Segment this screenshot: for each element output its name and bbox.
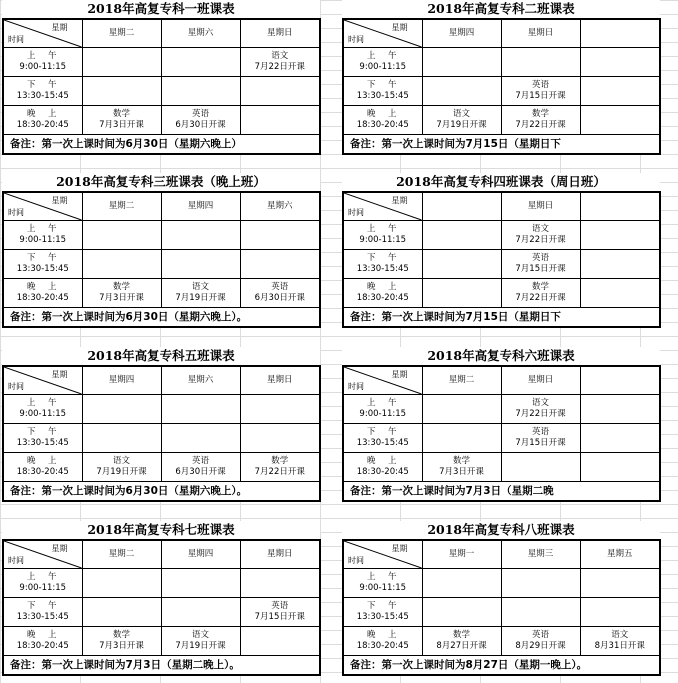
- schedule-title: 2018年高复专科一班课表: [2, 0, 320, 18]
- class-cell: 数学 7月22日开课: [501, 106, 580, 135]
- time-label: 时间: [348, 382, 364, 391]
- class-cell: [240, 250, 320, 279]
- schedule-note: 备注：第一次上课时间为8月27日（星期一晚上）。: [343, 656, 660, 676]
- timetable: [342, 18, 661, 155]
- day-header: 星期四: [161, 540, 240, 569]
- class-cell: 语文 7月19日开课: [82, 453, 161, 482]
- class-cell: [161, 569, 240, 598]
- class-cell: [82, 221, 161, 250]
- corner-header: [343, 366, 422, 395]
- class-cell: 数学 7月3日开课: [82, 627, 161, 656]
- schedule-note: 备注：第一次上课时间为6月30日（星期六晚上）。: [3, 482, 320, 502]
- class-cell: [422, 48, 501, 77]
- slot-evening: 晚 上 18:30-20:45: [343, 627, 422, 656]
- time-label: 时间: [348, 556, 364, 565]
- slot-morning: 上 午 9:00-11:15: [3, 569, 82, 598]
- weekday-label: 星期: [391, 544, 408, 553]
- class-cell: 英语 6月30日开课: [161, 106, 240, 135]
- class-cell: [422, 424, 501, 453]
- schedule-class-2: [342, 0, 660, 155]
- schedule-title: 2018年高复专科八班课表: [342, 521, 660, 539]
- schedule-note: 备注：第一次上课时间为7月15日（星期日下: [343, 135, 660, 155]
- class-cell: [161, 250, 240, 279]
- timetable: [342, 191, 661, 328]
- class-cell: [580, 424, 660, 453]
- slot-evening: 晚 上 18:30-20:45: [343, 106, 422, 135]
- schedule-class-8: [342, 521, 660, 676]
- slot-morning: 上 午 9:00-11:15: [343, 569, 422, 598]
- schedule-class-5: [2, 347, 320, 502]
- class-cell: [422, 77, 501, 106]
- day-header: 星期六: [161, 366, 240, 395]
- schedule-title: 2018年高复专科六班课表: [342, 347, 660, 365]
- class-cell: [580, 106, 660, 135]
- slot-afternoon: 下 午 13:30-15:45: [343, 424, 422, 453]
- class-cell: [580, 366, 660, 395]
- class-cell: 英语 7月15日开课: [501, 77, 580, 106]
- day-header: 星期四: [161, 192, 240, 221]
- class-cell: [240, 106, 320, 135]
- class-cell: [580, 453, 660, 482]
- class-cell: [422, 569, 501, 598]
- class-cell: 语文 7月19日开课: [422, 106, 501, 135]
- day-header: 星期二: [82, 192, 161, 221]
- slot-afternoon: 下 午 13:30-15:45: [3, 77, 82, 106]
- day-header: 星期六: [161, 19, 240, 48]
- weekday-label: 星期: [391, 370, 408, 379]
- class-cell: 语文 7月19日开课: [161, 279, 240, 308]
- slot-morning: 上 午 9:00-11:15: [343, 48, 422, 77]
- time-label: 时间: [8, 382, 24, 391]
- corner-header: [3, 192, 82, 221]
- class-cell: [501, 598, 580, 627]
- schedule-note: 备注：第一次上课时间为7月3日（星期二晚: [343, 482, 660, 502]
- slot-morning: 上 午 9:00-11:15: [343, 221, 422, 250]
- class-cell: [161, 221, 240, 250]
- slot-evening: 晚 上 18:30-20:45: [3, 453, 82, 482]
- weekday-label: 星期: [51, 370, 68, 379]
- class-cell: [580, 279, 660, 308]
- class-cell: [240, 569, 320, 598]
- class-cell: [580, 569, 660, 598]
- class-cell: 英语 6月30日开课: [240, 279, 320, 308]
- class-cell: 数学 7月22日开课: [240, 453, 320, 482]
- day-header: 星期日: [501, 192, 580, 221]
- class-cell: 数学 7月3日开课: [422, 453, 501, 482]
- day-header: 星期二: [82, 19, 161, 48]
- time-label: 时间: [348, 208, 364, 217]
- day-header: 星期三: [501, 540, 580, 569]
- class-cell: [82, 48, 161, 77]
- schedule-class-4: [342, 173, 660, 328]
- class-cell: 语文 7月22日开课: [501, 221, 580, 250]
- weekday-label: 星期: [391, 196, 408, 205]
- class-cell: 英语 6月30日开课: [161, 453, 240, 482]
- day-header: 星期二: [422, 366, 501, 395]
- corner-header: [343, 540, 422, 569]
- class-cell: [580, 395, 660, 424]
- class-cell: [580, 77, 660, 106]
- day-header: 星期日: [240, 366, 320, 395]
- class-cell: [161, 424, 240, 453]
- time-label: 时间: [8, 556, 24, 565]
- day-header: 星期日: [501, 366, 580, 395]
- schedule-note: 备注：第一次上课时间为7月15日（星期日下: [343, 308, 660, 328]
- class-cell: [240, 424, 320, 453]
- class-cell: [580, 250, 660, 279]
- slot-afternoon: 下 午 13:30-15:45: [3, 424, 82, 453]
- schedule-title: 2018年高复专科二班课表: [342, 0, 660, 18]
- slot-morning: 上 午 9:00-11:15: [3, 48, 82, 77]
- corner-header: [3, 366, 82, 395]
- class-cell: 语文 8月31日开课: [580, 627, 660, 656]
- timetable: [342, 365, 661, 502]
- class-cell: [240, 395, 320, 424]
- class-cell: [240, 221, 320, 250]
- slot-evening: 晚 上 18:30-20:45: [343, 279, 422, 308]
- class-cell: [161, 598, 240, 627]
- class-cell: [422, 221, 501, 250]
- schedule-title: 2018年高复专科四班课表（周日班）: [342, 173, 660, 191]
- time-label: 时间: [8, 208, 24, 217]
- schedule-title: 2018年高复专科五班课表: [2, 347, 320, 365]
- class-cell: [422, 279, 501, 308]
- class-cell: 英语 7月15日开课: [501, 424, 580, 453]
- class-cell: [422, 395, 501, 424]
- class-cell: 语文 7月22日开课: [240, 48, 320, 77]
- class-cell: [580, 48, 660, 77]
- schedule-class-3: [2, 173, 320, 328]
- slot-afternoon: 下 午 13:30-15:45: [3, 598, 82, 627]
- day-header: 星期四: [422, 19, 501, 48]
- corner-header: [343, 19, 422, 48]
- class-cell: 数学 7月3日开课: [82, 279, 161, 308]
- slot-evening: 晚 上 18:30-20:45: [3, 279, 82, 308]
- class-cell: [422, 192, 501, 221]
- slot-evening: 晚 上 18:30-20:45: [3, 106, 82, 135]
- class-cell: [161, 77, 240, 106]
- time-label: 时间: [348, 35, 364, 44]
- slot-afternoon: 下 午 13:30-15:45: [343, 77, 422, 106]
- schedule-note: 备注：第一次上课时间为7月3日（星期二晚上）。: [3, 656, 320, 676]
- class-cell: [580, 221, 660, 250]
- class-cell: [82, 424, 161, 453]
- schedule-note: 备注：第一次上课时间为6月30日（星期六晚上）: [3, 135, 320, 155]
- slot-morning: 上 午 9:00-11:15: [343, 395, 422, 424]
- day-header: 星期四: [82, 366, 161, 395]
- class-cell: [82, 250, 161, 279]
- day-header: 星期六: [240, 192, 320, 221]
- timetable: [2, 18, 321, 155]
- class-cell: [501, 569, 580, 598]
- class-cell: 语文 7月19日开课: [161, 627, 240, 656]
- class-cell: [82, 569, 161, 598]
- schedule-class-7: [2, 521, 320, 676]
- schedule-title: 2018年高复专科七班课表: [2, 521, 320, 539]
- day-header: 星期二: [82, 540, 161, 569]
- weekday-label: 星期: [51, 23, 68, 32]
- timetable: [2, 365, 321, 502]
- corner-header: [3, 540, 82, 569]
- class-cell: [82, 77, 161, 106]
- timetable: [342, 539, 661, 676]
- class-cell: [161, 48, 240, 77]
- class-cell: [501, 453, 580, 482]
- class-cell: [161, 395, 240, 424]
- day-header: 星期一: [422, 540, 501, 569]
- day-header: 星期五: [580, 540, 660, 569]
- slot-evening: 晚 上 18:30-20:45: [343, 453, 422, 482]
- corner-header: [343, 192, 422, 221]
- day-header: 星期日: [501, 19, 580, 48]
- slot-morning: 上 午 9:00-11:15: [3, 395, 82, 424]
- class-cell: 语文 7月22日开课: [501, 395, 580, 424]
- corner-header: [3, 19, 82, 48]
- slot-morning: 上 午 9:00-11:15: [3, 221, 82, 250]
- schedule-class-6: [342, 347, 660, 502]
- class-cell: [422, 250, 501, 279]
- day-header: 星期日: [240, 540, 320, 569]
- class-cell: [580, 598, 660, 627]
- class-cell: [580, 19, 660, 48]
- class-cell: [501, 48, 580, 77]
- slot-afternoon: 下 午 13:30-15:45: [343, 250, 422, 279]
- class-cell: 数学 8月27日开课: [422, 627, 501, 656]
- schedule-title: 2018年高复专科三班课表（晚上班）: [2, 173, 320, 191]
- schedule-note: 备注：第一次上课时间为6月30日（星期六晚上）。: [3, 308, 320, 328]
- slot-afternoon: 下 午 13:30-15:45: [3, 250, 82, 279]
- class-cell: 英语 8月29日开课: [501, 627, 580, 656]
- class-cell: 英语 7月15日开课: [501, 250, 580, 279]
- timetable: [2, 191, 321, 328]
- day-header: 星期日: [240, 19, 320, 48]
- timetable: [2, 539, 321, 676]
- weekday-label: 星期: [51, 196, 68, 205]
- weekday-label: 星期: [391, 23, 408, 32]
- class-cell: [240, 77, 320, 106]
- time-label: 时间: [8, 35, 24, 44]
- class-cell: [82, 395, 161, 424]
- class-cell: [82, 598, 161, 627]
- class-cell: 数学 7月22日开课: [501, 279, 580, 308]
- class-cell: 英语 7月15日开课: [240, 598, 320, 627]
- class-cell: 数学 7月3日开课: [82, 106, 161, 135]
- slot-evening: 晚 上 18:30-20:45: [3, 627, 82, 656]
- class-cell: [580, 192, 660, 221]
- schedule-class-1: [2, 0, 320, 155]
- class-cell: [422, 598, 501, 627]
- slot-afternoon: 下 午 13:30-15:45: [343, 598, 422, 627]
- weekday-label: 星期: [51, 544, 68, 553]
- class-cell: [240, 627, 320, 656]
